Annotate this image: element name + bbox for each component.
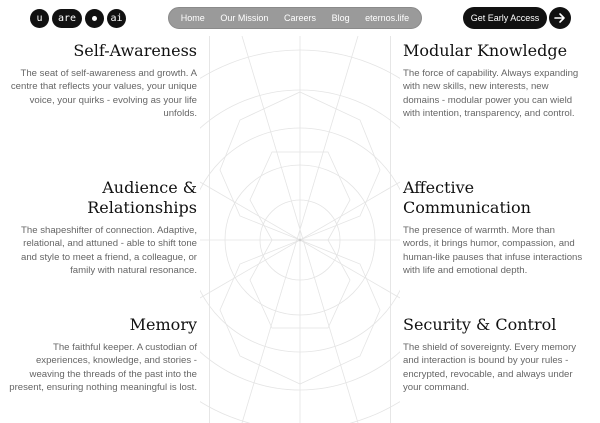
- feature-body: The faithful keeper. A custodian of experiences, knowledge, and stories - weaving the threads of the past into the present, ensuring nothing meaningful is lost.: [9, 342, 197, 394]
- logo-part-u: u: [30, 9, 49, 28]
- get-early-access-button[interactable]: Get Early Access: [463, 7, 547, 29]
- logo-dot-icon: [85, 9, 104, 28]
- cta-arrow-button[interactable]: [549, 7, 571, 29]
- feature-body: The shapeshifter of connection. Adaptive, relational, and attuned - able to shift tone and style to meet a friend, a colleague, or family with natural resonance.: [21, 225, 197, 277]
- feature-body: The seat of self-awareness and growth. A centre that reflects your values, your unique voice, your quirks - evolving as your life unfolds.: [10, 68, 197, 120]
- feature-memory: [7, 315, 197, 395]
- feature-self-awareness: [7, 41, 197, 121]
- feature-body: The shield of sovereignty. Every memory and interaction is bound by your rules - encrypted, revocable, and always under your command.: [403, 342, 577, 394]
- feature-modular-knowledge: [403, 41, 583, 121]
- feature-audience-relationships: [7, 178, 197, 278]
- center-diagram: [200, 36, 400, 423]
- logo[interactable]: [30, 8, 126, 28]
- feature-title: Memory: [129, 315, 197, 334]
- feature-title: Self-Awareness: [73, 41, 197, 60]
- feature-security-control: [403, 315, 583, 395]
- nav-blog[interactable]: Blog: [331, 13, 350, 23]
- feature-affective-communication: [403, 178, 583, 278]
- nav-careers[interactable]: Careers: [283, 13, 316, 23]
- nav-eternos-life[interactable]: eternos.life: [365, 13, 410, 23]
- feature-title: Affective Communication: [403, 178, 531, 217]
- feature-title: Modular Knowledge: [403, 41, 568, 60]
- top-nav: [168, 7, 422, 29]
- feature-title: Audience & Relationships: [87, 178, 197, 217]
- feature-title: Security & Control: [403, 315, 557, 334]
- arrow-right-icon: [554, 12, 566, 24]
- nav-home[interactable]: Home: [180, 13, 205, 23]
- logo-part-are: are: [52, 9, 82, 28]
- logo-part-ai: ai: [107, 9, 126, 28]
- nav-our-mission[interactable]: Our Mission: [220, 13, 269, 23]
- feature-body: The force of capability. Always expanding with new skills, new interests, new domains - modular power you can wield with intention, transparency, and control.: [403, 68, 579, 120]
- feature-body: The presence of warmth. More than words, it brings humor, compassion, and human-like pauses that infuse interactions with life and emotional depth.: [403, 225, 583, 277]
